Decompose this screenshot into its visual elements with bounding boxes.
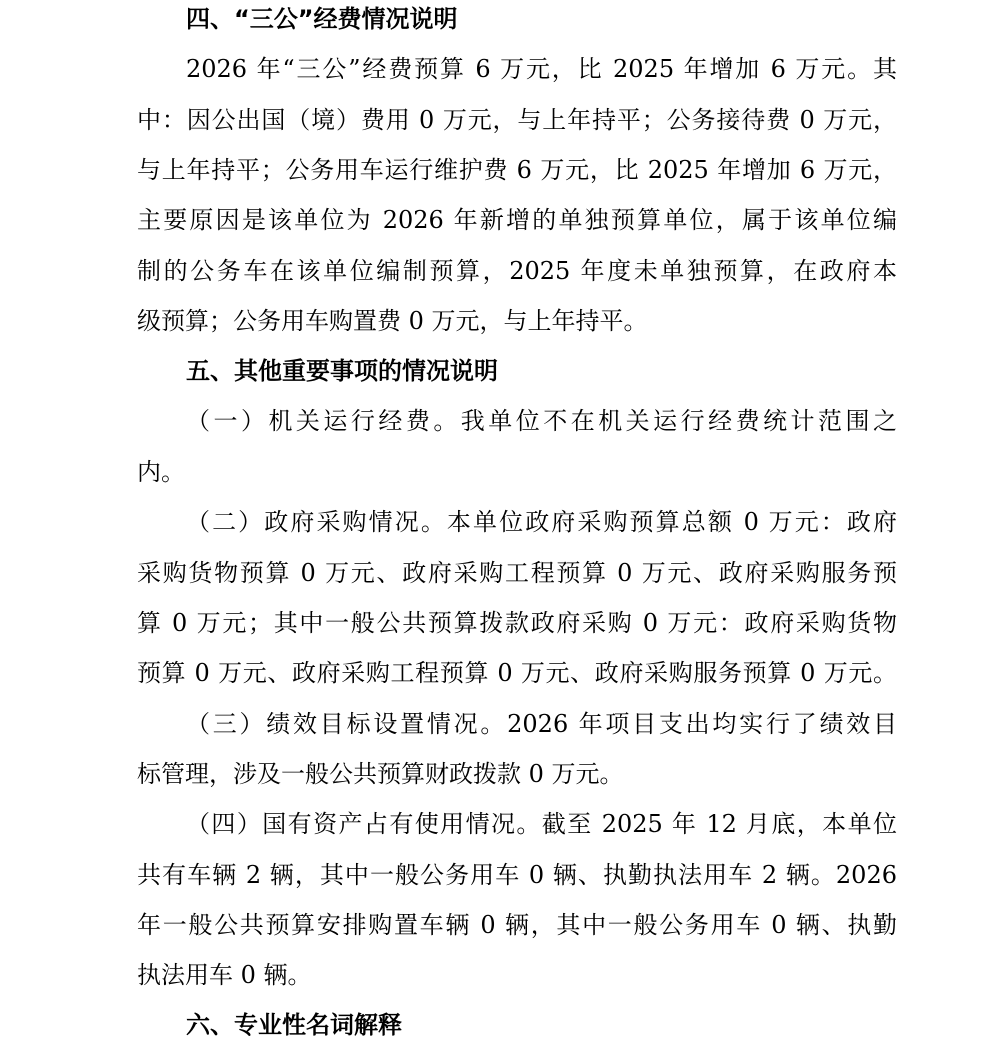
section-6-heading: 六、专业性名词解释	[186, 1011, 402, 1039]
section-5-item-4-line-4: 执法用车 0 辆。	[137, 961, 312, 989]
section-5-item-4-line-2: 共有车辆 2 辆，其中一般公务用车 0 辆、执勤执法用车 2 辆。2026	[137, 861, 897, 889]
section-4-line-4: 主要原因是该单位为 2026 年新增的单独预算单位，属于该单位编	[137, 206, 897, 234]
section-5-item-4-line-1: （四）国有资产占有使用情况。截至 2025 年 12 月底，本单位	[186, 810, 897, 838]
section-5-item-3-line-1: （三）绩效目标设置情况。2026 年项目支出均实行了绩效目	[186, 710, 897, 738]
section-5-item-4-line-3: 年一般公共预算安排购置车辆 0 辆，其中一般公务用车 0 辆、执勤	[137, 911, 897, 939]
section-4-line-6: 级预算；公务用车购置费 0 万元，与上年持平。	[137, 307, 648, 335]
section-5-heading: 五、其他重要事项的情况说明	[186, 357, 498, 385]
section-4-heading: 四、“三公”经费情况说明	[186, 5, 458, 33]
section-5-item-2-line-2: 采购货物预算 0 万元、政府采购工程预算 0 万元、政府采购服务预	[137, 559, 897, 587]
section-4-line-2: 中：因公出国（境）费用 0 万元，与上年持平；公务接待费 0 万元，	[137, 106, 897, 134]
section-5-item-2-line-4: 预算 0 万元、政府采购工程预算 0 万元、政府采购服务预算 0 万元。	[137, 659, 897, 687]
section-4-line-1: 2026 年“三公”经费预算 6 万元，比 2025 年增加 6 万元。其	[186, 55, 897, 83]
section-5-item-2-line-1: （二）政府采购情况。本单位政府采购预算总额 0 万元：政府	[186, 508, 897, 536]
section-4-line-3: 与上年持平；公务用车运行维护费 6 万元，比 2025 年增加 6 万元，	[137, 156, 897, 184]
section-5-item-2-line-3: 算 0 万元；其中一般公共预算拨款政府采购 0 万元：政府采购货物	[137, 609, 897, 637]
section-5-item-1-line-2: 内。	[137, 458, 185, 486]
section-5-item-3-line-2: 标管理，涉及一般公共预算财政拨款 0 万元。	[137, 760, 624, 788]
section-4-line-5: 制的公务车在该单位编制预算，2025 年度未单独预算，在政府本	[137, 257, 897, 285]
section-5-item-1-line-1: （一）机关运行经费。我单位不在机关运行经费统计范围之	[186, 407, 897, 435]
